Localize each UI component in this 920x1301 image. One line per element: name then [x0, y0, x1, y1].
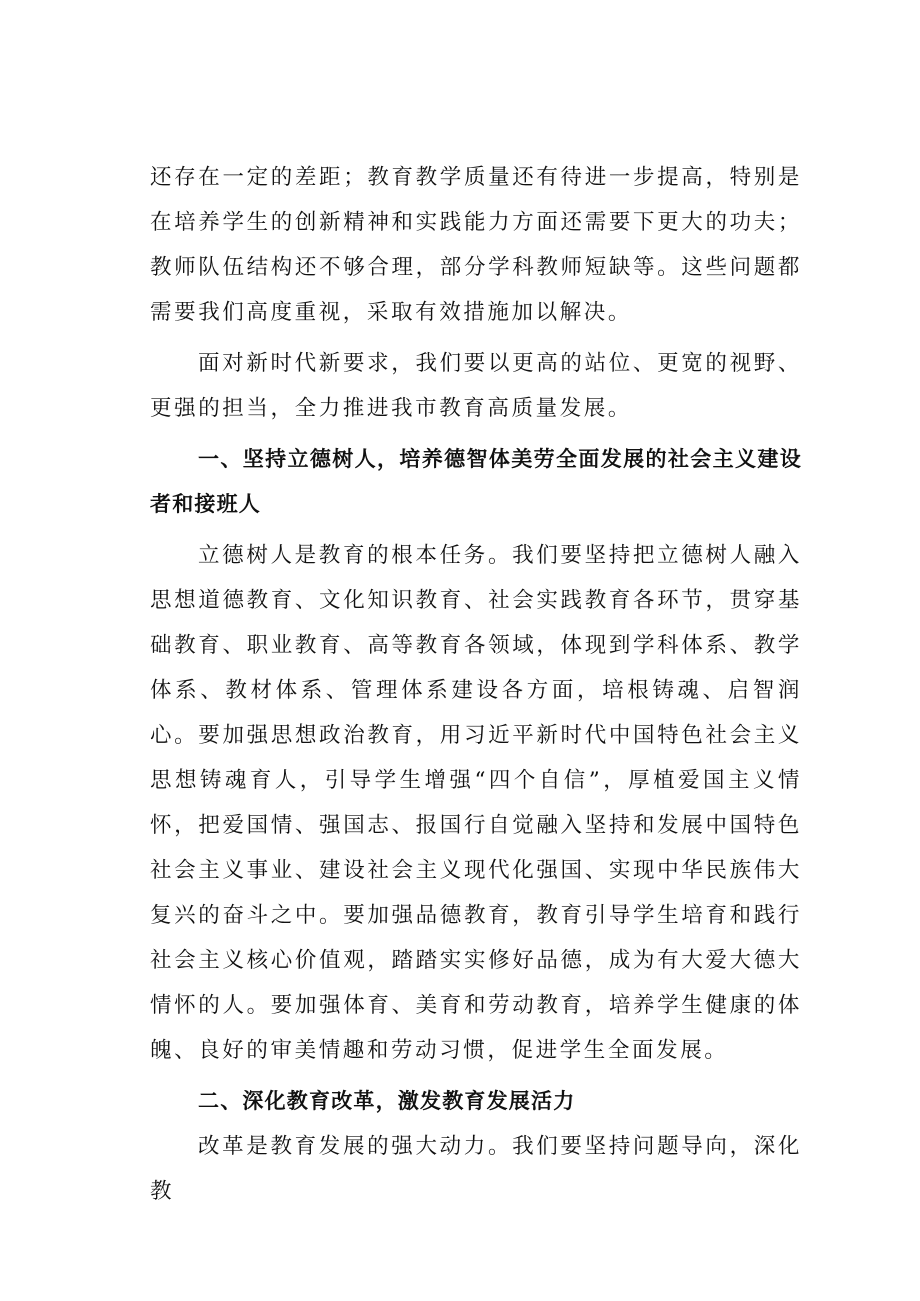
paragraph-new-era-requirements: 面对新时代新要求，我们要以更高的站位、更宽的视野、更强的担当，全力推进我市教育高质量发展。 [150, 351, 802, 421]
section-heading-1: 一、坚持立德树人，培养德智体美劳全面发展的社会主义建设者和接班人 [150, 447, 802, 516]
paragraph-continuation: 还存在一定的差距；教育教学质量还有待进一步提高，特别是在培养学生的创新精神和实践能力方面还需要下更大的功夫；教师队伍结构还不够合理，部分学科教师短缺等。这些问题都需要我们高度重视，采取有效措施加以解决。 [150, 165, 802, 325]
paragraph-moral-education: 立德树人是教育的根本任务。我们要坚持把立德树人融入思想道德教育、文化知识教育、社会实践教育各环节，贯穿基础教育、职业教育、高等教育各领域，体现到学科体系、教学体系、教材体系、管理体系建设各方面，培根铸魂、启智润心。要加强思想政治教育，用习近平新时代中国特色社会主义思想铸魂育人，引导学生增强“四个自信”，厚植爱国主义情怀，把爱国情、强国志、报国行自觉融入坚持和发展中国特色社会主义事业、建设社会主义现代化强国、实现中华民族伟大复兴的奋斗之中。要加强品德教育，教育引导学生培育和践行社会主义核心价值观，踏踏实实修好品德，成为有大爱大德大情怀的人。要加强体育、美育和劳动教育，培养学生健康的体魄、良好的审美情趣和劳动习惯，促进学生全面发展。 [150, 543, 802, 1063]
paragraph-reform: 改革是教育发展的强大动力。我们要坚持问题导向，深化教 [150, 1134, 802, 1204]
section-heading-2: 二、深化教育改革，激发教育发展活力 [198, 1089, 576, 1113]
document-body [150, 155, 802, 1214]
